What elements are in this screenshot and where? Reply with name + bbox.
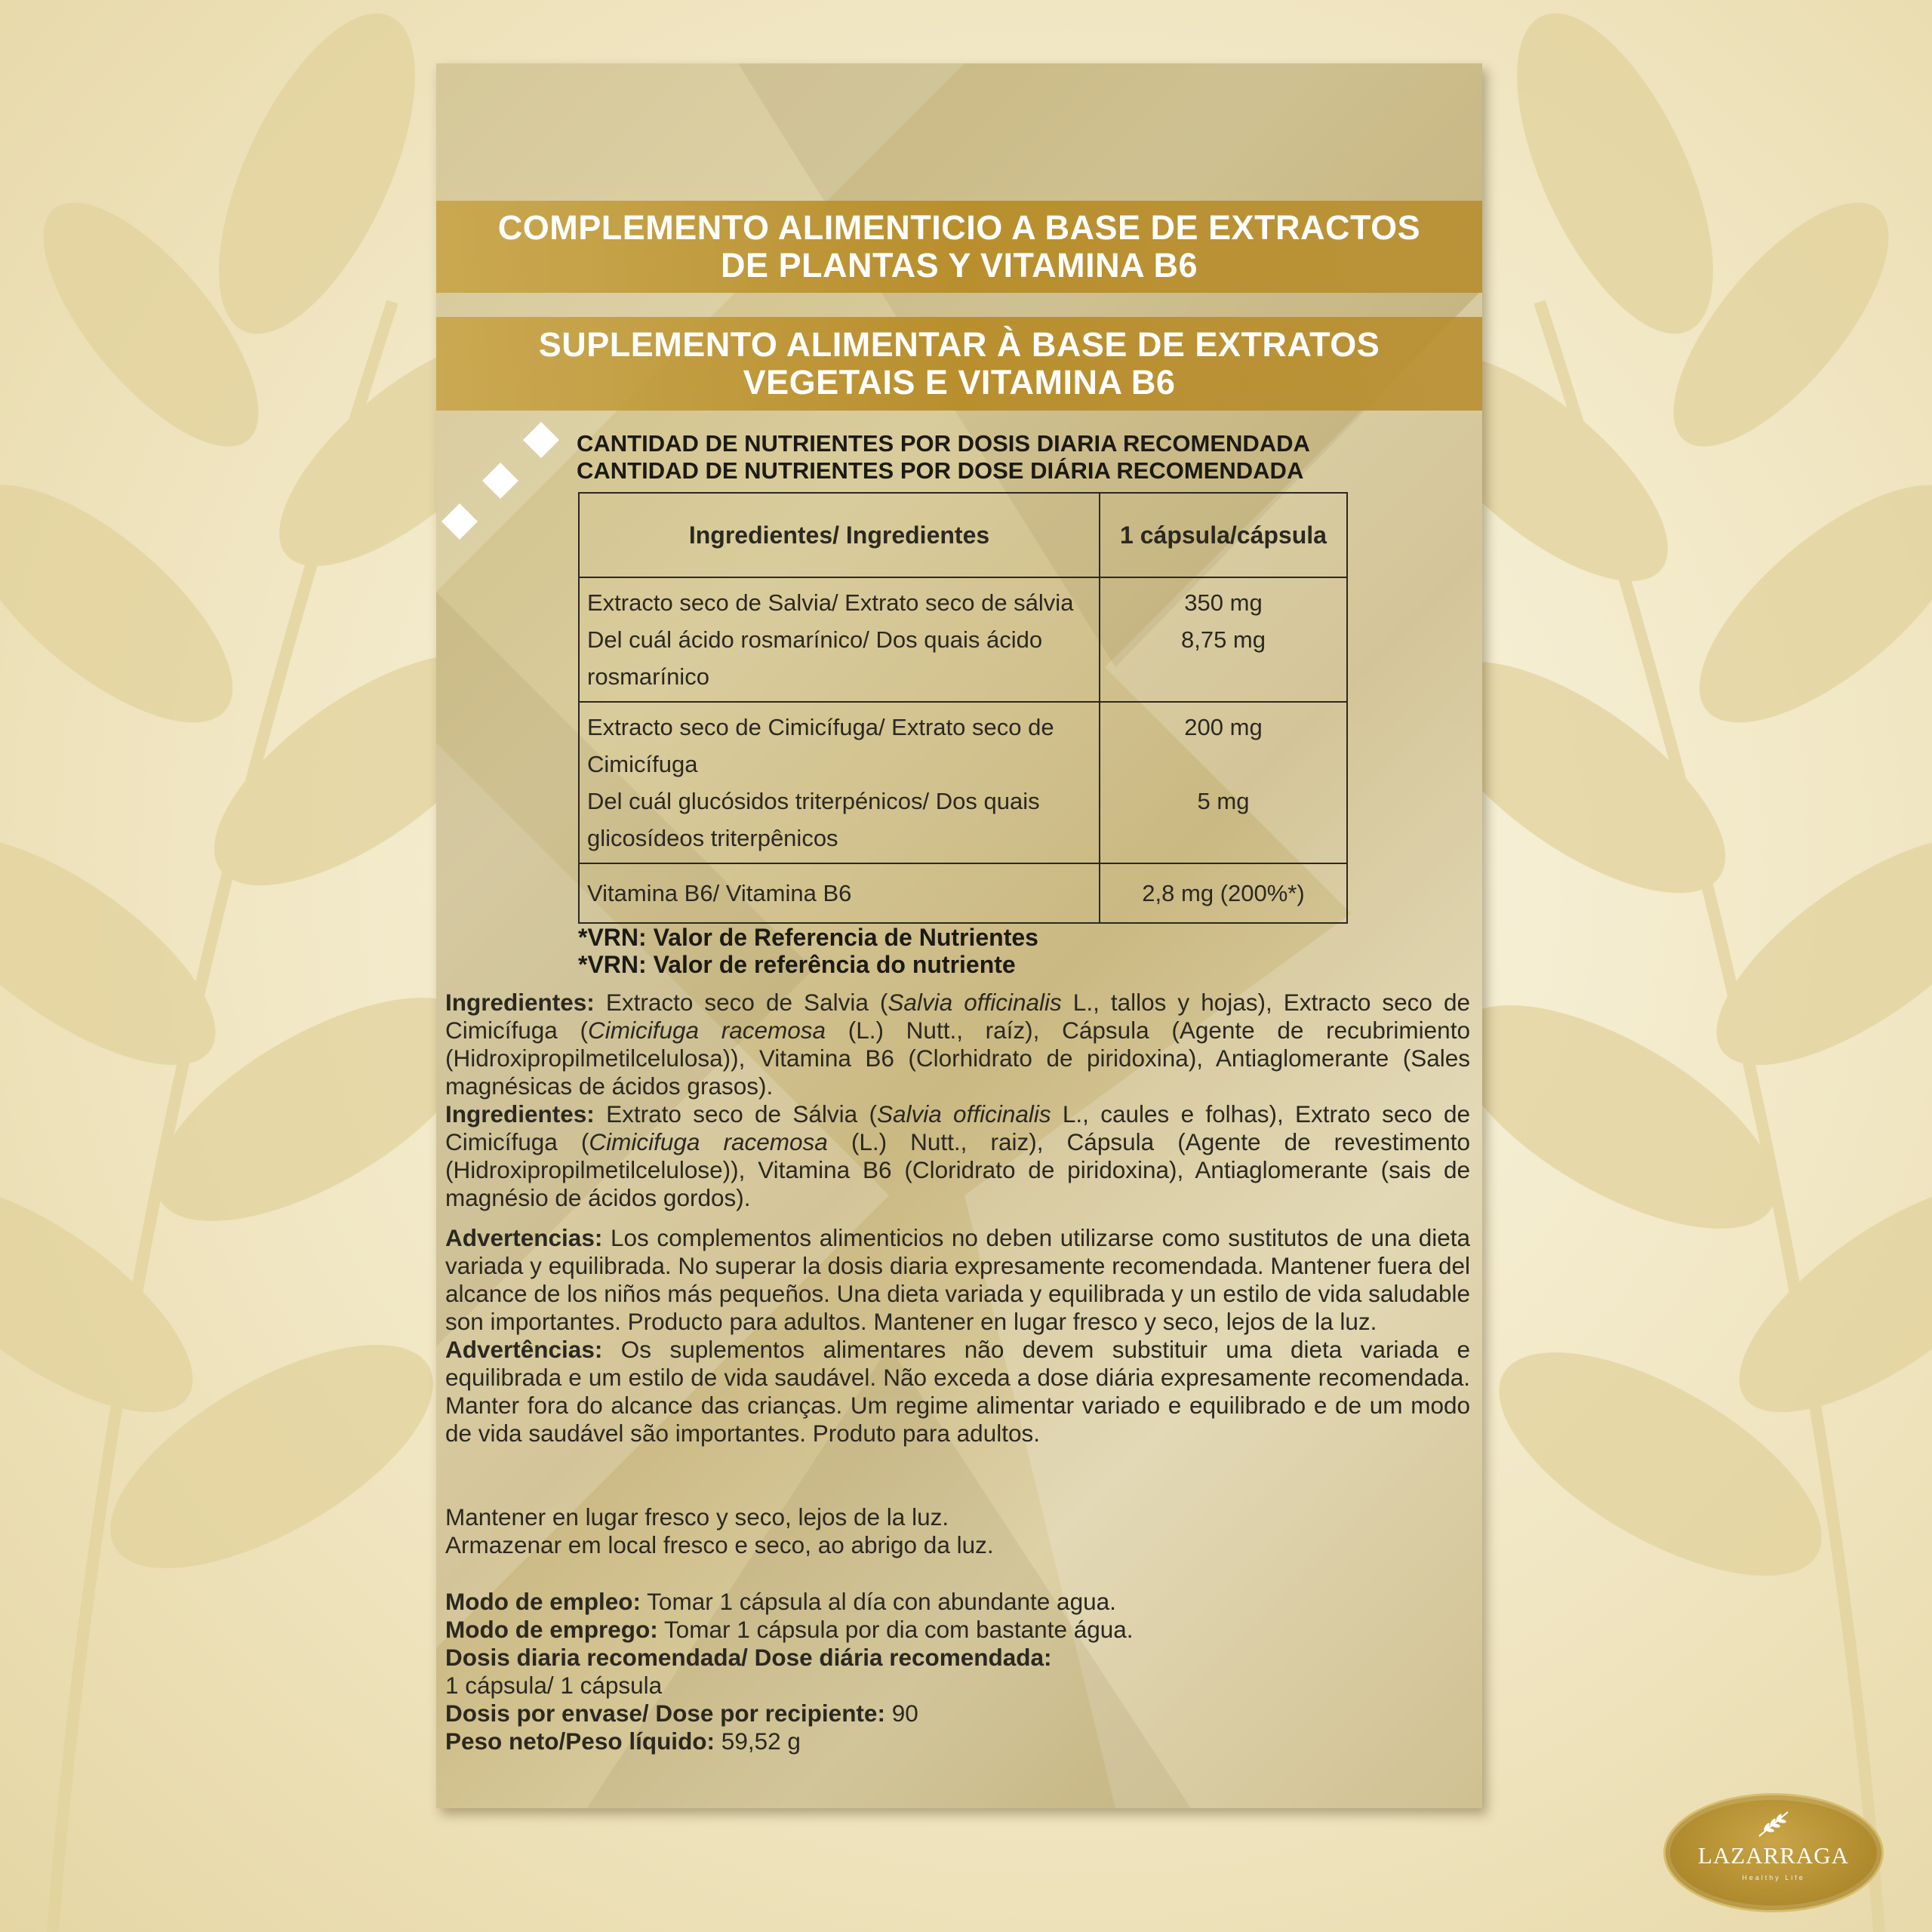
species-name: Cimicifuga racemosa — [587, 1017, 826, 1044]
usage-section — [445, 1588, 1470, 1755]
dose-value: 1 cápsula/ 1 cápsula — [445, 1672, 663, 1699]
ingredient-cell — [579, 577, 1100, 702]
net-weight — [445, 1727, 1470, 1755]
ingredients-text: Extracto seco de Salvia ( — [594, 989, 888, 1016]
ingredients-text: L., tallos y hojas), Extracto seco de Cimicífuga ( — [445, 989, 1470, 1044]
amount-line: 350 mg — [1184, 589, 1263, 616]
warnings-text: Los complementos alimenticios no deben utilizarse como sustitutos de una dieta variada y equilibrada. No superar la dosis diaria expresamente recomendada. Mantener fuera del alcance de los niños más pequeños. Una dieta variada y equilibrada y un estilo de vida saludable son importantes. Producto para adultos. Mantener en lugar fresco y seco, lejos de la luz. — [445, 1224, 1470, 1335]
header-ingredients: Ingredientes/ Ingredientes — [579, 493, 1100, 577]
ingredients-text: (L.) Nutt., raíz), Cápsula (Agente de recubrimiento (Hidroxipropilmetilcelulosa)), Vitamina B6 (Clorhidrato de piridoxina), Antiaglomerante (Sales magnésicas de ácidos grasos). — [445, 1017, 1470, 1100]
species-name: Salvia officinalis — [888, 989, 1062, 1016]
amount-line: 200 mg — [1184, 714, 1263, 740]
header-amount: 1 cápsula/cápsula — [1100, 493, 1347, 577]
amount-cell — [1100, 577, 1347, 702]
banner-pt-line-2: VEGETAIS E VITAMINA B6 — [743, 363, 1176, 401]
vrn-note-es: *VRN: Valor de Referencia de Nutrientes — [578, 924, 1038, 951]
logo-tagline: Healthy Life — [1742, 1874, 1805, 1881]
amount-line — [1108, 746, 1339, 783]
usage-es — [445, 1588, 1470, 1616]
warnings-es — [445, 1224, 1470, 1336]
warnings-label: Advertencias: — [445, 1224, 603, 1251]
table-row — [579, 702, 1347, 863]
ingredient-line: Cimicífuga — [587, 751, 698, 777]
banner-es-line-1: COMPLEMENTO ALIMENTICIO A BASE DE EXTRACTOS — [497, 208, 1421, 247]
product-box-back — [436, 63, 1482, 1808]
ingredients-label: Ingredientes: — [445, 989, 595, 1016]
usage-text: Tomar 1 cápsula al día con abundante agua. — [641, 1588, 1116, 1615]
amount-line: 8,75 mg — [1180, 626, 1266, 653]
banner-pt-line-1: SUPLEMENTO ALIMENTAR À BASE DE EXTRATOS — [538, 325, 1380, 364]
storage-section — [445, 1503, 1470, 1559]
ingredient-line: glicosídeos triterpênicos — [587, 825, 838, 851]
ingredients-text: Extrato seco de Sálvia ( — [594, 1100, 877, 1128]
usage-text: Tomar 1 cápsula por dia com bastante água. — [657, 1616, 1134, 1643]
storage-pt: Armazenar em local fresco e seco, ao abrigo da luz. — [445, 1531, 994, 1558]
nutrients-heading — [577, 430, 1331, 485]
nutrients-heading-es: CANTIDAD DE NUTRIENTES POR DOSIS DIARIA RECOMENDADA — [577, 430, 1310, 457]
ingredients-text: L., caules e folhas), Extrato seco de Cimicífuga ( — [445, 1100, 1470, 1155]
title-banner-portuguese — [436, 317, 1482, 411]
per-pack-value: 90 — [884, 1700, 918, 1727]
warnings-label: Advertências: — [445, 1336, 603, 1363]
title-banner-spanish — [436, 201, 1482, 293]
amount-line: 2,8 mg (200%*) — [1142, 880, 1305, 906]
ingredients-es — [445, 989, 1470, 1100]
ingredient-line: Del cuál glucósidos triterpénicos/ Dos quais — [587, 788, 1040, 814]
ingredient-line: Extracto seco de Cimicífuga/ Extrato seco de — [587, 714, 1054, 740]
banner-es-line-2: DE PLANTAS Y VITAMINA B6 — [720, 246, 1198, 285]
usage-pt — [445, 1616, 1470, 1644]
species-name: Salvia officinalis — [876, 1100, 1051, 1128]
per-pack-label: Dosis por envase/ Dose por recipiente: — [445, 1700, 885, 1727]
amount-cell — [1100, 863, 1347, 923]
ingredient-line: Vitamina B6/ Vitamina B6 — [587, 880, 852, 906]
storage-es: Mantener en lugar fresco y seco, lejos de la luz. — [445, 1503, 949, 1531]
warnings-text: Os suplementos alimentares não devem substituir uma dieta variada e equilibrada e um estilo de vida saudável. Não exceda a dose diária expresamente recomendada. Manter fora do alcance das crianças. Um regime alimentar variado e equilibrado e de um modo de vida saudável são importantes. Produto para adultos. — [445, 1336, 1470, 1447]
ingredient-line: rosmarínico — [587, 663, 709, 690]
ingredients-text: (L.) Nutt., raiz), Cápsula (Agente de revestimento (Hidroxipropilmetilcelulose)), Vitamina B6 (Cloridrato de piridoxina), Antiaglomerante (sais de magnésio de ácidos gordos). — [445, 1128, 1471, 1211]
vrn-footnote — [578, 924, 1038, 978]
ingredients-section — [445, 989, 1470, 1212]
net-weight-value: 59,52 g — [715, 1727, 801, 1755]
vrn-note-pt: *VRN: Valor de referência do nutriente — [578, 951, 1016, 978]
ingredients-label: Ingredientes: — [445, 1100, 595, 1128]
nutrients-heading-pt: CANTIDAD DE NUTRIENTES POR DOSE DIÁRIA RECOMENDADA — [577, 457, 1304, 484]
table-row — [579, 577, 1347, 702]
warnings-pt — [445, 1336, 1470, 1447]
species-name: Cimicifuga racemosa — [589, 1128, 828, 1155]
dose-label: Dosis diaria recomendada/ Dose diária recomendada: — [445, 1644, 1052, 1671]
ingredient-cell — [579, 863, 1100, 923]
wheat-sprig-icon — [1755, 1809, 1792, 1839]
logo-name: LAZARRAGA — [1697, 1842, 1850, 1869]
warnings-section — [445, 1224, 1470, 1447]
ingredient-line: Extracto seco de Salvia/ Extrato seco de sálvia — [587, 589, 1074, 616]
net-weight-label: Peso neto/Peso líquido: — [445, 1727, 715, 1755]
ingredient-cell — [579, 702, 1100, 863]
nutrition-table — [578, 492, 1348, 924]
usage-label: Modo de emprego: — [445, 1616, 658, 1643]
amount-line: 5 mg — [1197, 788, 1250, 814]
ingredients-pt — [445, 1100, 1470, 1212]
per-pack — [445, 1700, 1470, 1727]
usage-label: Modo de empleo: — [445, 1588, 641, 1615]
brand-logo — [1663, 1793, 1884, 1912]
table-row — [579, 863, 1347, 923]
amount-cell — [1100, 702, 1347, 863]
table-header-row — [579, 493, 1347, 577]
ingredient-line: Del cuál ácido rosmarínico/ Dos quais ácido — [587, 626, 1043, 653]
